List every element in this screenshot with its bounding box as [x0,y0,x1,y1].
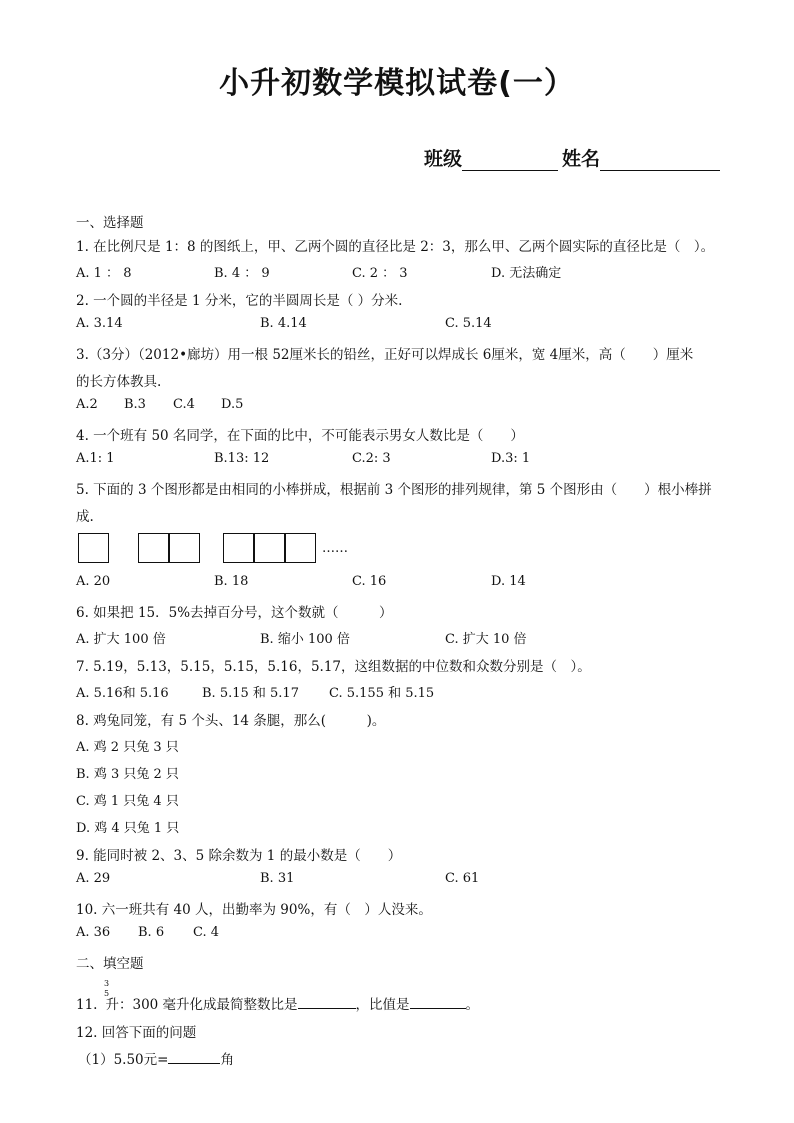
q5-option-c[interactable]: C. 16 [352,574,387,589]
figure-3-square-1 [223,533,254,563]
q6-option-c[interactable]: C. 扩大 10 倍 [445,632,527,647]
q10-option-a[interactable]: A. 36 [76,925,111,940]
q1-option-b[interactable]: B. 4 ： 9 [214,266,270,281]
question-6: 6. 如果把 15．5%去掉百分号，这个数就（ ） [76,605,393,621]
q12-sub1-text-b: 角 [220,1052,234,1068]
q3-option-d[interactable]: D.5 [221,397,244,412]
q1-option-a[interactable]: A. 1 ： 8 [76,266,132,281]
stick-pattern-figure [78,533,378,565]
question-9: 9. 能同时被 2、3、5 除余数为 1 的最小数是（ ） [76,848,402,864]
q12-sub1-blank[interactable] [168,1049,220,1064]
q9-option-c[interactable]: C. 61 [445,871,480,886]
q12-sub1-text-a: （1）5.50元= [78,1052,169,1068]
q11-fraction-denominator: 5 [104,989,110,998]
q8-option-b[interactable]: B. 鸡 3 只兔 2 只 [76,767,179,782]
q5-option-a[interactable]: A. 20 [76,574,111,589]
class-label: 班级 [424,148,463,170]
q6-option-b[interactable]: B. 缩小 100 倍 [260,632,350,647]
question-5-line-2: 成. [76,509,94,525]
q2-option-b[interactable]: B. 4.14 [260,316,307,331]
figure-2-square-2 [169,533,200,563]
q9-option-b[interactable]: B. 31 [260,871,295,886]
section-choice-heading: 一、选择题 [76,215,144,231]
q11-number: 11. [76,997,98,1013]
figure-3-square-3 [285,533,316,563]
q8-option-c[interactable]: C. 鸡 1 只兔 4 只 [76,794,179,809]
figure-3-square-2 [254,533,285,563]
q10-option-c[interactable]: C. 4 [193,925,220,940]
q3-option-c[interactable]: C.4 [173,397,195,412]
q9-option-a[interactable]: A. 29 [76,871,111,886]
page-title: 小升初数学模拟试卷(一） [219,66,575,101]
q8-option-d[interactable]: D. 鸡 4 只兔 1 只 [76,821,180,836]
q5-option-b[interactable]: B. 18 [214,574,249,589]
name-blank[interactable] [600,150,720,171]
pattern-ellipsis: …… [322,541,348,556]
question-7: 7. 5.19，5.13，5.15，5.15，5.16，5.17，这组数据的中位数和众数分别是（ ）。 [76,659,591,675]
q8-option-a[interactable]: A. 鸡 2 只兔 3 只 [76,740,179,755]
student-info [424,144,720,171]
section-fill-heading: 二、填空题 [76,956,144,972]
question-2: 2. 一个圆的半径是 1 分米，它的半圆周长是（ ）分米. [76,293,403,309]
q1-option-c[interactable]: C. 2 ： 3 [352,266,408,281]
q6-option-a[interactable]: A. 扩大 100 倍 [76,632,166,647]
figure-2-square-1 [138,533,169,563]
q11-value-blank[interactable] [410,994,466,1009]
question-1: 1. 在比例尺是 1：8 的图纸上，甲、乙两个圆的直径比是 2：3，那么甲、乙两个圆实际的直径比是（ ）。 [76,239,715,255]
q4-option-c[interactable]: C.2: 3 [352,451,391,466]
q1-option-d[interactable]: D. 无法确定 [491,266,562,281]
q7-option-b[interactable]: B. 5.15 和 5.17 [202,686,299,701]
class-blank[interactable] [462,150,558,171]
question-10: 10. 六一班共有 40 人，出勤率为 90%，有（ ）人没来。 [76,902,432,918]
figure-1-square [78,533,109,563]
question-3-line-2: 的长方体教具. [76,374,162,390]
q3-option-b[interactable]: B.3 [124,397,146,412]
q4-option-b[interactable]: B.13: 12 [214,451,270,466]
question-4: 4. 一个班有 50 名同学，在下面的比中，不可能表示男女人数比是（ ） [76,428,524,444]
question-12: 12. 回答下面的问题 [76,1025,197,1041]
q11-fraction-numerator: 3 [104,979,110,988]
q11-text-c: 。 [465,997,480,1013]
q3-option-a[interactable]: A.2 [76,397,98,412]
name-label: 姓名 [562,148,601,170]
q7-option-a[interactable]: A. 5.16和 5.16 [76,686,169,701]
question-8: 8. 鸡兔同笼，有 5 个头、14 条腿，那么( )。 [76,713,386,729]
q7-option-c[interactable]: C. 5.155 和 5.15 [329,686,435,701]
q2-option-c[interactable]: C. 5.14 [445,316,492,331]
q11-text-b: ，比值是 [355,997,410,1013]
q4-option-a[interactable]: A.1: 1 [76,451,115,466]
question-3-line-1: 3.（3分）（2012•廊坊）用一根 52厘米长的铅丝，正好可以焊成长 6厘米，宽 4厘米，高（ ）厘米 [76,347,694,363]
q11-text-a: 升：300 毫升化成最简整数比是 [105,997,298,1013]
q10-option-b[interactable]: B. 6 [138,925,165,940]
question-12-sub-1 [78,1048,234,1068]
q4-option-d[interactable]: D.3: 1 [491,451,531,466]
question-11 [76,993,479,1013]
q11-ratio-blank[interactable] [298,994,356,1009]
q2-option-a[interactable]: A. 3.14 [76,316,123,331]
question-5-line-1: 5. 下面的 3 个图形都是由相同的小棒拼成，根据前 3 个图形的排列规律，第 5 个图形由（ ）根小棒拼 [76,482,712,498]
q5-option-d[interactable]: D. 14 [491,574,526,589]
